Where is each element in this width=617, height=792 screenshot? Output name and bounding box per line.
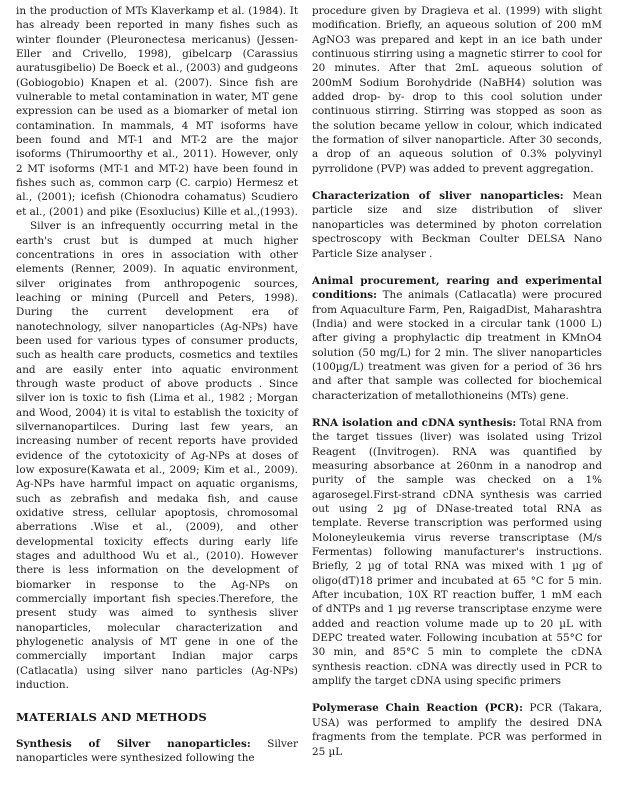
body-paragraph: in the production of MTs Klaverkamp et al. (1984). It has already been reported in many fishes such as winter flounder (Pleuronectesa mericanus) (Jessen-Eller and Crivello, 1998), gibelcarp (Carassius auratusgibelio) De Boeck et al., (2003) and gudgeons (Gobiogobio) Knapen et al. (2007). Since fish are vulnerable to metal contamination in water, MT gene expression can be used as a biomarker of metal ion contamination. In mammals, 4 MT isoforms have been found and MT-1 and MT-2 are the major isoforms (Thirumoorthy et al., 2011). However, only 2 MT isoforms (MT-1 and MT-2) have been found in fishes such as, common carp (C. carpio) Hermesz et al., (2001); icefish (Chionodra cohamatus) Scudiero et al., (2001) and pike (Esoxlucius) Kille et al.,(1993). (16, 5, 298, 218)
run-in-heading: Synthesis of Silver nanoparticles: (16, 737, 251, 750)
run-in-heading: RNA isolation and cDNA synthesis: (312, 416, 517, 429)
run-in-heading: Polymerase Chain Reaction (PCR): (312, 702, 523, 715)
left-column (16, 4, 298, 766)
paragraph-text: Mean particle size and size distribution of sliver nanoparticles was determined by photon correlation spectroscopy with Beckman Coulter DELSA Nano Particle Size analyser . (312, 190, 603, 260)
paragraph-text: Total RNA from the target tissues (liver) was isolated using Trizol Reagent ((Invitrogen). RNA was quantified by measuring absorbance at 260nm in a nanodrop and purity of the sample was checked on a 1% agarosegel.First-strand cDNA synthesis was carried out using 2 µg of DNase-treated total RNA as template. Reverse transcription was performed using Moloneyleukemia virus reverse transcriptase (M/s Fermentas) following manufacturer's instructions. Briefly, 2 µg of total RNA was mixed with 1 µg of oligo(dT)18 primer and incubated at 65 °C for 5 min. After incubation, 10X RT reaction buffer, 1 mM each of dNTPs and 1 µg reverse transcriptase enzyme were added and reaction volume made up to 20 µL with DEPC treated water. Following incubation at 55°C for 30 min, and 85°C 5 min to complete the cDNA synthesis reaction. cDNA was directly used in PCR to amplify the target cDNA using specific primers (312, 416, 602, 688)
body-paragraph (312, 416, 602, 689)
run-in-heading: Animal procurement, rearing and experimental conditions: (312, 274, 602, 302)
body-paragraph (312, 189, 602, 261)
section-heading: MATERIALS AND METHODS (16, 709, 207, 724)
body-paragraph: Silver is an infrequently occurring metal in the earth's crust but is dumped at much higher concentrations in ores in association with other elements (Renner, 2009). In aquatic environment, silver originates from anthropogenic sources, leaching or mining (Purcell and Peters, 1998). During the current development era of nanotechnology, silver nanoparticles (Ag-NPs) have been used for various types of consumer products, such as health care products, cosmetics and textiles and are easily enter into aquatic environment through waste product of above products . Since silver ion is toxic to fish (Lima et al., 1982 ; Morgan and Wood, 2004) it is vital to establish the toxicity of silvernanopartilces. During last few years, an increasing number of recent reports have provided evidence of the cytotoxicity of Ag-NPs at doses of low exposure(Kawata et al., 2009; Kim et al., 2009). Ag-NPs have harmful impact on aquatic organisms, such as zebrafish and medaka fish, and cause oxidative stress, cellular apoptosis, chromosomal aberrations .Wise et al., (2009), and other developmental toxicity effects during early life stages and adulthood Wu et al., (2010). However there is less information on the development of biomarker in response to the Ag-NPs on commercially important fish species.Therefore, the present study was aimed to synthesis sliver nanoparticles, molecular characterization and phylogenetic analysis of MT gene in one of the commercially important Indian major carps (Catlacatla) using silver nano particles (Ag-NPs) induction. (16, 220, 298, 692)
body-paragraph (312, 701, 602, 758)
body-paragraph (16, 737, 298, 766)
run-in-heading: Characterization of sliver nanoparticles: (312, 190, 564, 203)
paragraph-text: The animals (Catlacatla) were procured from Aquaculture Farm, Pen, RaigadDist, Maharashtra (India) and were stocked in a circular tank (1000 L) after giving a prophylactic dip treatment in KMnO4 solution (50 mg/L) for 2 min. The sliver nanoparticles (100µg/L) treatment was given for a period of 36 hrs and after that sample was collected for biochemical characterization of metallothioneins (MTs) gene. (312, 289, 602, 402)
body-paragraph: procedure given by Dragieva et al. (1999) with slight modification. Briefly, an aqueous solution of 200 mM AgNO3 was prepared and kept in an ice bath under continuous stirring using a magnetic stirrer to cool for 20 minutes. After that 2mL aqueous solution of 200mM Sodium Borohydride (NaBH4) solution was added drop- by- drop to this cool solution under continuous stirring. Stirring was stopped as soon as the solution became yellow in colour, which indicated the formation of silver nanoparticle. After 30 seconds, a drop of an aqueous solution of 0.3% polyvinyl pyrrolidone (PVP) was added to prevent aggregation. (312, 5, 602, 175)
paragraph-text: PCR (Takara, USA) was performed to amplify the desired DNA fragments from the template. PCR was performed in 25 µL (312, 702, 602, 758)
right-column (312, 4, 602, 759)
paragraph-text: Silver nanoparticles were synthesized following the (16, 737, 298, 765)
body-paragraph (312, 274, 602, 403)
